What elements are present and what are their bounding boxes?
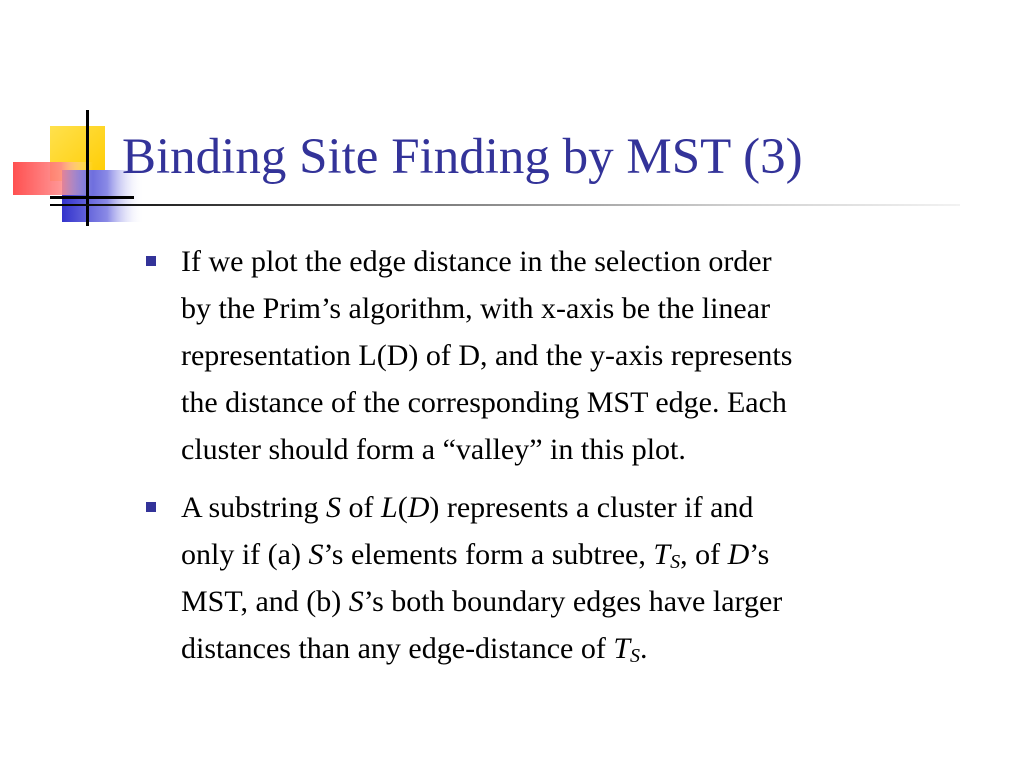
text-run: ( (397, 491, 408, 524)
text-run: distances than any edge-distance of (181, 632, 614, 665)
text-run: ’s both boundary edges have larger (363, 585, 783, 618)
text-run: ’s (749, 538, 770, 571)
math-symbol: T (613, 632, 631, 665)
bullet-line (181, 578, 1023, 625)
bullet-line: cluster should form a “valley” in this plot. (181, 433, 686, 466)
text-run: only if (a) (181, 538, 309, 571)
horizontal-line (50, 196, 134, 199)
text-run: of (341, 491, 382, 524)
math-symbol: L (381, 491, 398, 524)
text-run: A substring (181, 491, 327, 524)
math-subscript: S (630, 645, 641, 667)
red-bar (13, 162, 93, 195)
bullet-item (143, 238, 1023, 473)
bullet-text (181, 484, 1023, 672)
bullet-square-icon (146, 502, 156, 512)
math-symbol: D (407, 491, 430, 524)
math-symbol: S (326, 491, 342, 524)
text-run: ’s elements form a subtree, (323, 538, 654, 571)
text-run: ) represents a cluster if and (429, 491, 754, 524)
math-subscript: S (670, 551, 681, 573)
math-symbol: T (653, 538, 671, 571)
text-run: MST, and (b) (181, 585, 349, 618)
math-symbol: S (308, 538, 324, 571)
bullet-square-icon (146, 256, 156, 266)
bullet-line: representation L(D) of D, and the y-axis represents (181, 339, 793, 372)
text-run: . (640, 632, 648, 665)
slide-title: Binding Site Finding by MST (3) (122, 129, 803, 185)
text-run: , of (680, 538, 728, 571)
bullet-line: the distance of the corresponding MST edge. Each (181, 386, 787, 419)
math-symbol: S (348, 585, 364, 618)
math-symbol: D (727, 538, 750, 571)
vertical-line (86, 110, 89, 226)
bullet-item (143, 484, 1023, 672)
bullet-text (181, 238, 1023, 473)
bullet-line (181, 625, 1023, 672)
bullet-line (181, 531, 1023, 578)
bullet-line: by the Prim’s algorithm, with x-axis be the linear (181, 292, 771, 325)
bullet-list (143, 238, 1023, 672)
bullet-line (181, 484, 1023, 531)
bullet-line: If we plot the edge distance in the selection order (181, 245, 772, 278)
title-divider (50, 204, 960, 206)
